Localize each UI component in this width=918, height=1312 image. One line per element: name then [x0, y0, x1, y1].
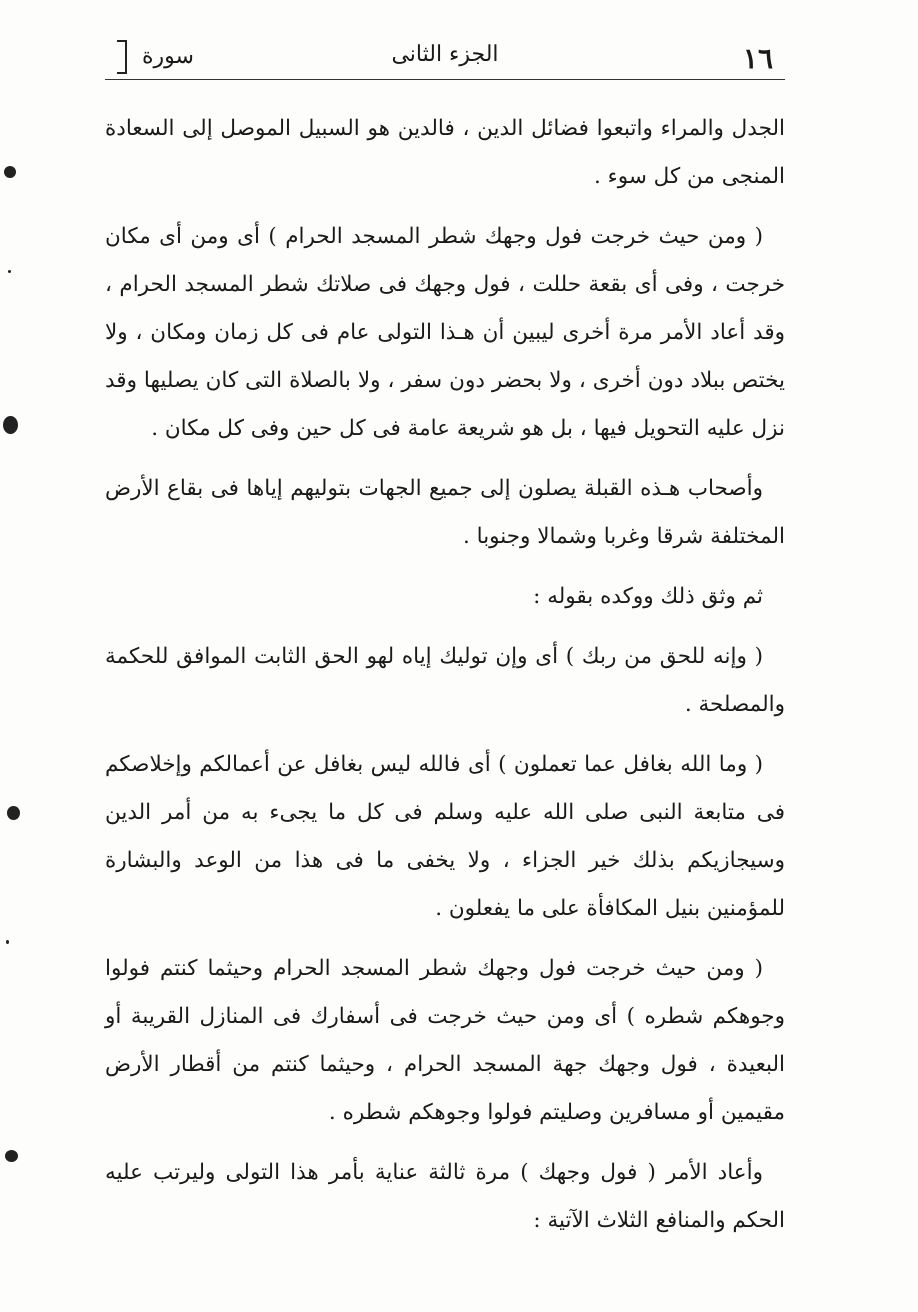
page-body	[105, 105, 785, 1257]
scan-speck	[7, 806, 20, 820]
paragraph: وأصحاب هـذه القبلة يصلون إلى جميع الجهات بتوليهم إياها فى بقاع الأرض المختلفة شرقا وغربا وشمالا وجنوبا .	[105, 476, 785, 549]
paragraph: ( وما الله بغافل عما تعملون ) أى فالله ليس بغافل عن أعمالكم وإخلاصكم فى متابعة النبى صلى الله عليه وسلم فى كل ما يجىء به من أمر الدين وسيجازيكم بذلك خير الجزاء ، ولا يخفى ما فى هذا من الوعد والبشارة للمؤمنين بنيل المكافأة على ما يفعلون .	[105, 752, 785, 921]
page-header	[105, 36, 785, 80]
paragraph: ثم وثق ذلك ووكده بقوله :	[533, 584, 763, 609]
paragraph: ( ومن حيث خرجت فول وجهك شطر المسجد الحرام وحيثما كنتم فولوا وجوهكم شطره ) أى ومن حيث خرجت فى أسفارك فى المنازل القريبة أو البعيدة ، فول وجهك جهة المسجد الحرام ، وحيثما كنتم من أقطار الأرض مقيمين أو مسافرين وصليتم فولوا وجوهكم شطره .	[105, 956, 785, 1125]
surah-label: سورة	[142, 44, 194, 69]
paragraph: ( وإنه للحق من ربك ) أى وإن توليك إياه لهو الحق الثابت الموافق للحكمة والمصلحة .	[105, 644, 785, 717]
bracket-icon	[117, 40, 127, 74]
page-number: ١٦	[742, 42, 773, 75]
running-title: الجزء الثانى	[391, 42, 499, 67]
header-divider	[105, 79, 785, 80]
paragraph: وأعاد الأمر ( فول وجهك ) مرة ثالثة عناية بأمر هذا التولى وليرتب عليه الحكم والمنافع الثلاث الآتية :	[105, 1160, 785, 1233]
scan-speck	[3, 416, 18, 434]
scan-speck	[8, 270, 11, 273]
paragraph: ( ومن حيث خرجت فول وجهك شطر المسجد الحرام ) أى ومن أى مكان خرجت ، وفى أى بقعة حللت ، فول وجهك فى صلاتك شطر المسجد الحرام ، وقد أعاد الأمر مرة أخرى ليبين أن هـذا التولى عام فى كل زمان ومكان ، ولا يختص ببلاد دون أخرى ، ولا بحضر دون سفر ، ولا بالصلاة التى كان يصليها وقد نزل عليه التحويل فيها ، بل هو شريعة عامة فى كل حين وفى كل مكان .	[105, 224, 785, 441]
scan-speck	[5, 1150, 18, 1162]
scan-speck	[6, 940, 9, 944]
paragraph: الجدل والمراء واتبعوا فضائل الدين ، فالدين هو السبيل الموصل إلى السعادة المنجى من كل سوء .	[105, 116, 785, 189]
surah-label-box	[109, 40, 194, 74]
scan-speck	[4, 166, 16, 178]
